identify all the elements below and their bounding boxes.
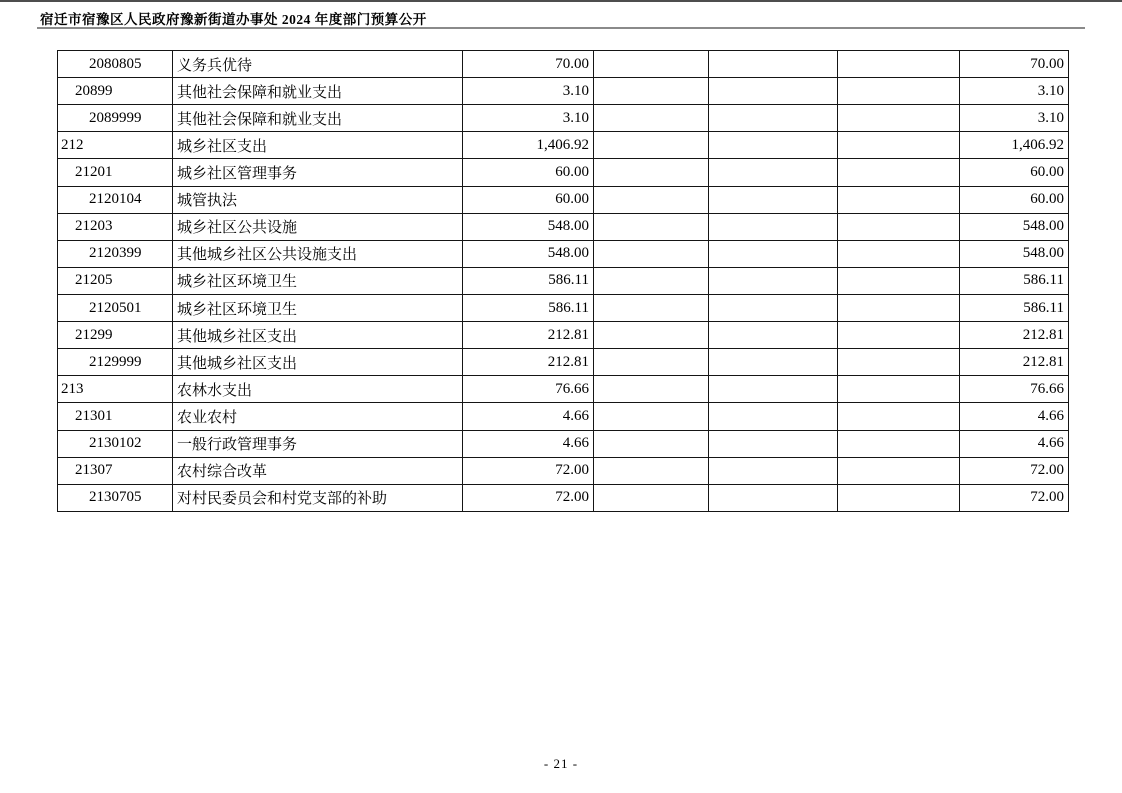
budget-table [57,50,1069,512]
empty-cell [709,51,838,78]
code-cell: 212 [58,132,173,159]
empty-cell [594,484,709,511]
empty-cell [594,240,709,267]
empty-cell [709,322,838,349]
empty-cell [594,159,709,186]
table-row [58,376,1069,403]
code-cell: 21307 [58,457,173,484]
name-cell: 其他城乡社区支出 [173,322,463,349]
code-cell: 2129999 [58,349,173,376]
table-row [58,267,1069,294]
name-cell: 义务兵优待 [173,51,463,78]
amount-cell: 3.10 [960,78,1069,105]
amount-cell: 72.00 [960,484,1069,511]
empty-cell [594,457,709,484]
empty-cell [594,132,709,159]
empty-cell [838,457,960,484]
empty-cell [838,240,960,267]
table-row [58,132,1069,159]
amount-cell: 3.10 [463,78,594,105]
amount-cell: 1,406.92 [960,132,1069,159]
empty-cell [709,159,838,186]
empty-cell [594,213,709,240]
amount-cell: 72.00 [960,457,1069,484]
name-cell: 一般行政管理事务 [173,430,463,457]
name-cell: 城乡社区支出 [173,132,463,159]
empty-cell [709,430,838,457]
empty-cell [838,51,960,78]
empty-cell [709,105,838,132]
amount-cell: 548.00 [960,240,1069,267]
name-cell: 对村民委员会和村党支部的补助 [173,484,463,511]
empty-cell [709,240,838,267]
amount-cell: 212.81 [960,349,1069,376]
table-row [58,105,1069,132]
amount-cell: 548.00 [960,213,1069,240]
code-cell: 21205 [58,267,173,294]
empty-cell [709,457,838,484]
empty-cell [709,186,838,213]
empty-cell [594,403,709,430]
empty-cell [594,349,709,376]
table-row [58,484,1069,511]
table-row [58,186,1069,213]
empty-cell [709,78,838,105]
empty-cell [594,376,709,403]
name-cell: 其他社会保障和就业支出 [173,105,463,132]
name-cell: 城乡社区环境卫生 [173,294,463,321]
amount-cell: 70.00 [960,51,1069,78]
amount-cell: 212.81 [463,349,594,376]
empty-cell [594,267,709,294]
amount-cell: 70.00 [463,51,594,78]
amount-cell: 76.66 [463,376,594,403]
empty-cell [838,213,960,240]
empty-cell [709,294,838,321]
amount-cell: 4.66 [463,430,594,457]
empty-cell [838,78,960,105]
empty-cell [838,430,960,457]
amount-cell: 548.00 [463,240,594,267]
amount-cell: 3.10 [960,105,1069,132]
code-cell: 20899 [58,78,173,105]
table-row [58,78,1069,105]
empty-cell [838,132,960,159]
amount-cell: 3.10 [463,105,594,132]
empty-cell [838,403,960,430]
name-cell: 其他城乡社区公共设施支出 [173,240,463,267]
code-cell: 21203 [58,213,173,240]
table-row [58,213,1069,240]
empty-cell [709,403,838,430]
table-row [58,51,1069,78]
empty-cell [709,213,838,240]
document-header-title: 宿迁市宿豫区人民政府豫新街道办事处 2024 年度部门预算公开 [40,12,427,27]
code-cell: 213 [58,376,173,403]
code-cell: 21299 [58,322,173,349]
header-underline [37,27,1085,29]
empty-cell [838,484,960,511]
page-top-rule [0,0,1122,2]
name-cell: 农村综合改革 [173,457,463,484]
page-number: - 21 - [543,756,579,771]
amount-cell: 60.00 [463,186,594,213]
amount-cell: 72.00 [463,484,594,511]
empty-cell [838,376,960,403]
amount-cell: 60.00 [463,159,594,186]
code-cell: 2089999 [58,105,173,132]
code-cell: 21201 [58,159,173,186]
amount-cell: 60.00 [960,159,1069,186]
empty-cell [838,267,960,294]
code-cell: 21301 [58,403,173,430]
code-cell: 2130705 [58,484,173,511]
name-cell: 其他社会保障和就业支出 [173,78,463,105]
code-cell: 2080805 [58,51,173,78]
amount-cell: 4.66 [960,430,1069,457]
empty-cell [709,376,838,403]
table-row [58,159,1069,186]
table-row [58,457,1069,484]
table-row [58,349,1069,376]
empty-cell [709,267,838,294]
empty-cell [594,322,709,349]
name-cell: 城乡社区环境卫生 [173,267,463,294]
empty-cell [594,430,709,457]
code-cell: 2120399 [58,240,173,267]
amount-cell: 586.11 [960,294,1069,321]
name-cell: 农林水支出 [173,376,463,403]
name-cell: 其他城乡社区支出 [173,349,463,376]
empty-cell [709,484,838,511]
empty-cell [838,322,960,349]
empty-cell [594,294,709,321]
amount-cell: 586.11 [463,294,594,321]
empty-cell [838,294,960,321]
empty-cell [709,349,838,376]
amount-cell: 72.00 [463,457,594,484]
name-cell: 农业农村 [173,403,463,430]
empty-cell [838,186,960,213]
table-row [58,430,1069,457]
empty-cell [838,349,960,376]
name-cell: 城管执法 [173,186,463,213]
empty-cell [594,78,709,105]
empty-cell [594,51,709,78]
code-cell: 2130102 [58,430,173,457]
amount-cell: 548.00 [463,213,594,240]
table-row [58,322,1069,349]
amount-cell: 586.11 [960,267,1069,294]
name-cell: 城乡社区管理事务 [173,159,463,186]
amount-cell: 76.66 [960,376,1069,403]
budget-table-body [58,51,1069,512]
amount-cell: 212.81 [463,322,594,349]
amount-cell: 586.11 [463,267,594,294]
empty-cell [838,105,960,132]
table-row [58,240,1069,267]
amount-cell: 60.00 [960,186,1069,213]
amount-cell: 212.81 [960,322,1069,349]
amount-cell: 1,406.92 [463,132,594,159]
empty-cell [838,159,960,186]
name-cell: 城乡社区公共设施 [173,213,463,240]
amount-cell: 4.66 [463,403,594,430]
empty-cell [709,132,838,159]
code-cell: 2120501 [58,294,173,321]
empty-cell [594,105,709,132]
amount-cell: 4.66 [960,403,1069,430]
empty-cell [594,186,709,213]
table-row [58,294,1069,321]
code-cell: 2120104 [58,186,173,213]
table-row [58,403,1069,430]
